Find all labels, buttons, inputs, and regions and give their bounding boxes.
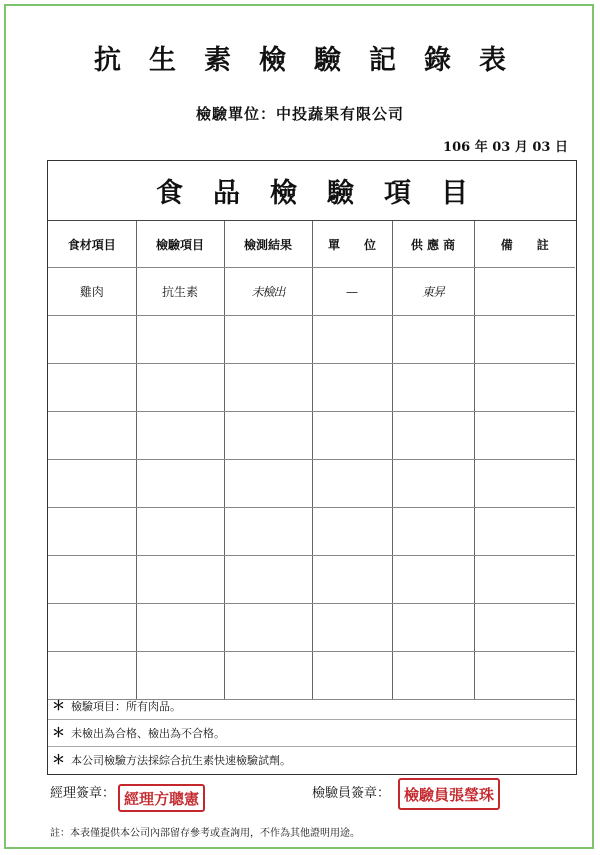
inspector-stamp: 檢驗員張瑩珠 — [398, 778, 500, 810]
note-item — [48, 693, 576, 720]
footnote: 註：本表僅提供本公司內部留存參考或查詢用，不作為其他證明用途。 — [50, 828, 360, 839]
table-row-empty — [48, 412, 575, 460]
cell-remarks — [474, 268, 575, 316]
header-supplier: 供 應 商 — [392, 221, 474, 268]
header-test-item: 檢驗項目 — [136, 221, 224, 268]
note-text: 檢驗項目：所有肉品。 — [71, 700, 182, 713]
document-title: 抗生素檢驗記錄表 — [94, 45, 534, 76]
table-row-empty — [48, 364, 575, 412]
note-item — [48, 720, 576, 747]
cell-unit: — — [312, 268, 392, 316]
note-marker: ＊ — [52, 753, 66, 768]
table-row-empty — [48, 508, 575, 556]
note-text: 未檢出為合格、檢出為不合格。 — [71, 727, 226, 740]
header-unit: 單 位 — [312, 221, 392, 268]
inspection-table — [48, 221, 575, 700]
cell-result-handwritten: 未檢出 — [224, 268, 312, 316]
document-date: 106 年 03 月 03 日 — [443, 140, 568, 155]
table-row-empty — [48, 316, 575, 364]
header-ingredient: 食材項目 — [48, 221, 136, 268]
section-title: 食品檢驗項目 — [48, 161, 576, 221]
notes-section — [48, 693, 576, 774]
manager-stamp: 經理方聰憲 — [118, 784, 205, 812]
inspector-signature-label: 檢驗員簽章： — [312, 786, 391, 801]
inspection-unit: 檢驗單位：中投蔬果有限公司 — [195, 105, 404, 123]
manager-signature-label: 經理簽章： — [50, 786, 116, 801]
table-row-empty — [48, 460, 575, 508]
note-marker: ＊ — [52, 699, 66, 714]
cell-ingredient: 雞肉 — [48, 268, 136, 316]
cell-supplier-handwritten: 東昇 — [392, 268, 474, 316]
note-marker: ＊ — [52, 726, 66, 741]
cell-test-item: 抗生素 — [136, 268, 224, 316]
inspection-form — [47, 160, 577, 775]
header-remarks: 備 註 — [474, 221, 575, 268]
table-header-row — [48, 221, 575, 268]
header-result: 檢測結果 — [224, 221, 312, 268]
table-row — [48, 268, 575, 316]
table-row-empty — [48, 556, 575, 604]
table-row-empty — [48, 604, 575, 652]
note-item — [48, 747, 576, 774]
note-text: 本公司檢驗方法採綜合抗生素快速檢驗試劑。 — [71, 754, 292, 767]
